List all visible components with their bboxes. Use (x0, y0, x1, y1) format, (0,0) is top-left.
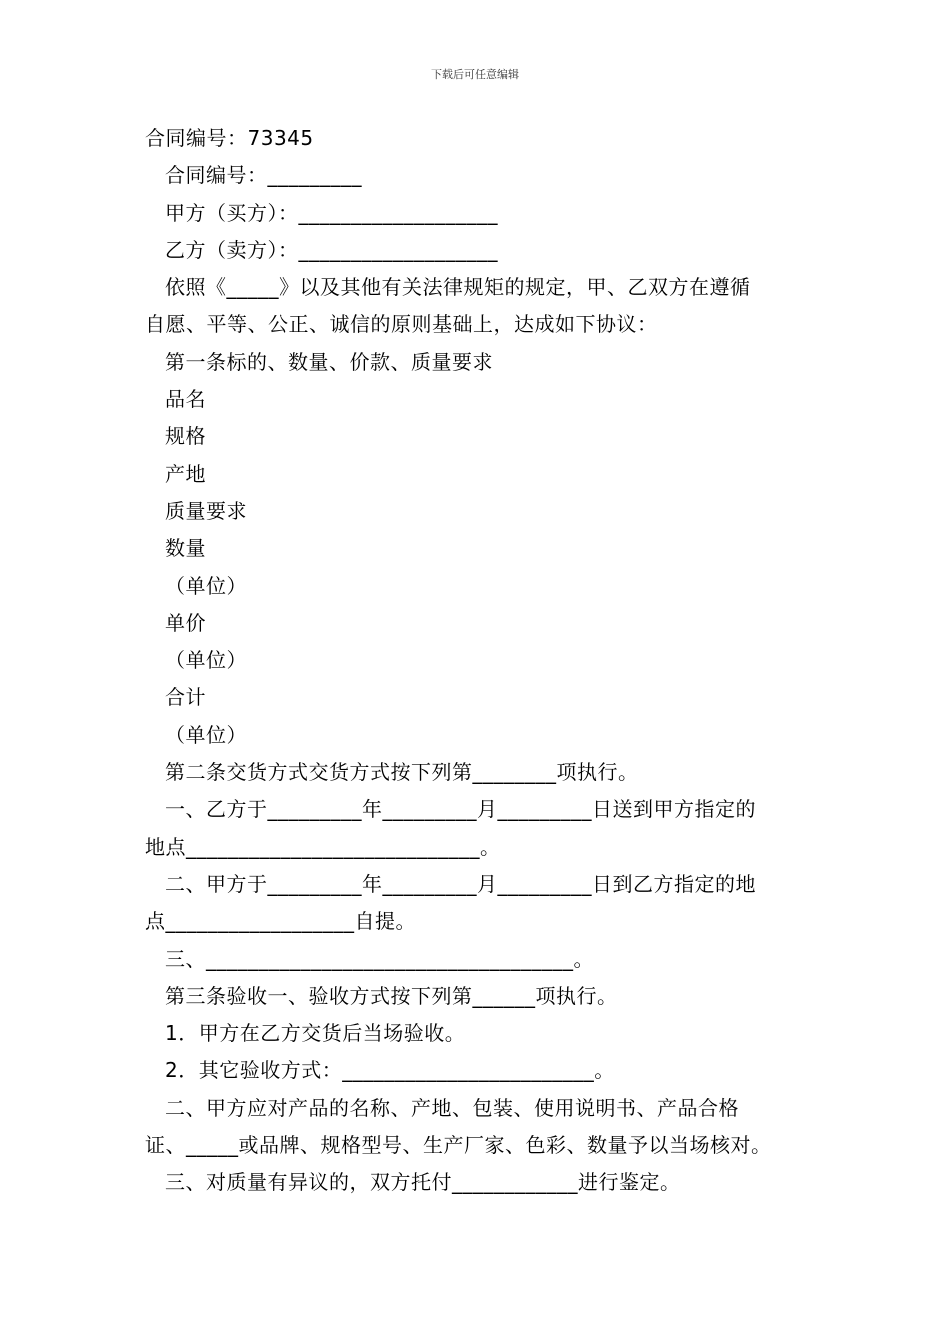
article-3-heading: 第三条验收一、验收方式按下列第______项执行。 (165, 983, 618, 1008)
delivery-option-3: 三、___________________________________。 (165, 946, 594, 971)
inspection-clause-3: 三、对质量有异议的，双方托付____________进行鉴定。 (165, 1170, 681, 1195)
preamble-line-1: 依照《_____》以及其他有关法律规矩的规定，甲、乙双方在遵循 (165, 275, 751, 300)
item-product-name: 品名 (165, 387, 206, 412)
item-total-unit: （单位） (165, 722, 247, 747)
page-header-note: 下载后可任意编辑 (431, 68, 519, 81)
item-total: 合计 (165, 685, 206, 710)
inspection-method-1: 1．甲方在乙方交货后当场验收。 (165, 1021, 466, 1046)
party-a-buyer: 甲方（买方）：___________________ (165, 200, 498, 225)
item-origin: 产地 (165, 461, 206, 486)
inspection-method-2: 2．其它验收方式：________________________。 (165, 1058, 615, 1083)
contract-body (145, 120, 825, 1202)
preamble-line-2: 自愿、平等、公正、诚信的原则基础上，达成如下协议： (145, 312, 658, 337)
article-1-heading: 第一条标的、数量、价款、质量要求 (165, 349, 493, 374)
party-b-seller: 乙方（卖方）：___________________ (165, 237, 498, 262)
item-specification: 规格 (165, 424, 206, 449)
item-quality-requirement: 质量要求 (165, 498, 247, 523)
article-2-heading: 第二条交货方式交货方式按下列第________项执行。 (165, 760, 639, 785)
delivery-option-1-line-2: 地点____________________________。 (145, 834, 501, 859)
delivery-option-1-line-1: 一、乙方于_________年_________月_________日送到甲方指定的 (165, 797, 756, 822)
item-unit-price-unit: （单位） (165, 648, 247, 673)
contract-number-blank: 合同编号：_________ (165, 163, 362, 188)
delivery-option-2-line-1: 二、甲方于_________年_________月_________日到乙方指定的地 (165, 871, 756, 896)
item-quantity: 数量 (165, 536, 206, 561)
contract-number: 合同编号：73345 (145, 126, 314, 150)
item-unit-price: 单价 (165, 610, 206, 635)
inspection-clause-2-line-1: 二、甲方应对产品的名称、产地、包装、使用说明书、产品合格 (165, 1095, 739, 1120)
delivery-option-2-line-2: 点__________________自提。 (145, 909, 416, 934)
item-quantity-unit: （单位） (165, 573, 247, 598)
inspection-clause-2-line-2: 证、_____或品牌、规格型号、生产厂家、色彩、数量予以当场核对。 (145, 1133, 772, 1158)
